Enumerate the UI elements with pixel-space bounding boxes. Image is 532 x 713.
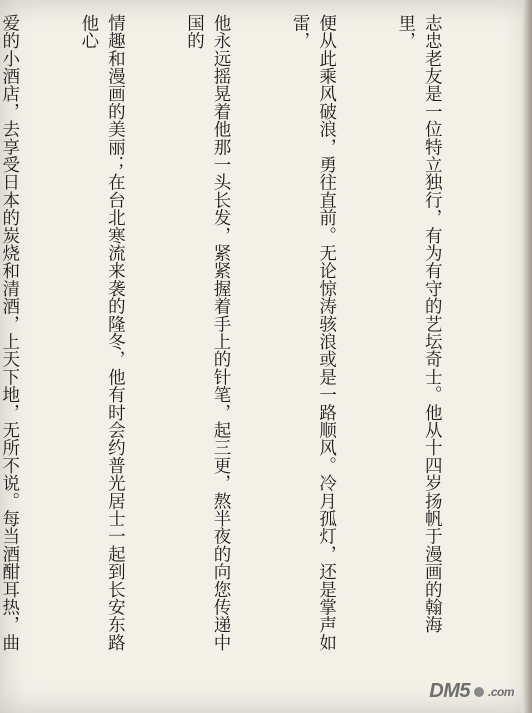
page-edge-shadow <box>522 0 532 713</box>
text-column: 他永远摇晃着他那一头长发，紧紧握着手上的针笔，起三更，熬半夜的向您传递中国的 <box>184 14 231 652</box>
vertical-text-block <box>0 14 498 654</box>
watermark-dot-icon <box>474 687 484 697</box>
watermark-suffix: .com <box>487 684 514 699</box>
text-column: 爱的小酒店，去享受日本的炭烧和清酒，上天下地，无所不说。每当酒酣耳热，曲 <box>0 14 20 652</box>
text-column: 情趣和漫画的美丽；在台北寒流来袭的隆冬，他有时会约普光居士一起到长安东路他心 <box>78 14 126 652</box>
text-column: 便从此乘风破浪，勇往直前。无论惊涛骇浪或是一路顺风。冷月孤灯，还是掌声如雷， <box>290 14 337 652</box>
text-column: 志忠老友是一位特立独行，有为有守的艺坛奇士。他从十四岁扬帆于漫画的翰海里， <box>395 14 443 634</box>
watermark-text: DM5 <box>429 680 470 702</box>
watermark-logo <box>429 680 514 703</box>
